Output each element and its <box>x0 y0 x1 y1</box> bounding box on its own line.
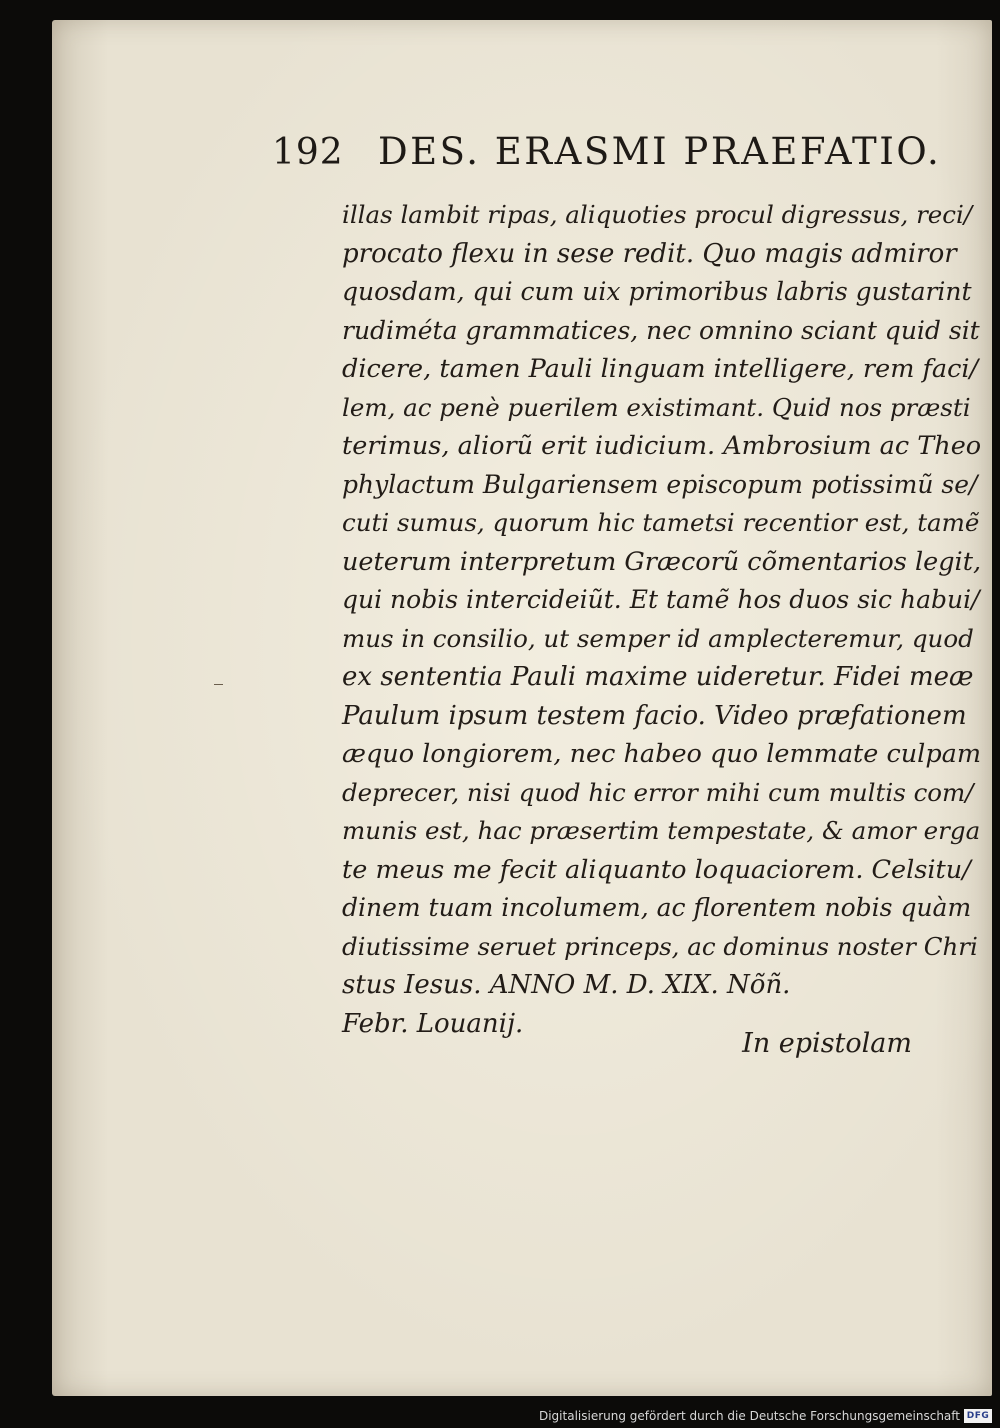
text-line: ueterum interpretum Græcorũ cõmentarios legit, <box>342 546 982 577</box>
catchword: In epistolam <box>742 1028 912 1059</box>
text-line: illas lambit ripas, aliquoties procul digressus, reci/ <box>342 200 973 229</box>
body-text <box>342 196 982 1043</box>
text-line: Febr. Louanij. <box>342 1008 524 1039</box>
text-line: qui nobis intercideiũt. Et tamẽ hos duos sic habui/ <box>342 585 980 614</box>
text-line: te meus me fecit aliquanto loquaciorem. Celsitu/ <box>342 854 971 885</box>
text-line: phylactum Bulgariensem episcopum potissimũ se/ <box>342 469 978 499</box>
dfg-logo-icon: DFG <box>964 1409 992 1423</box>
text-line: Paulum ipsum testem facio. Video præfationem <box>342 700 967 731</box>
text-line: munis est, hac præsertim tempestate, & amor erga <box>342 816 981 845</box>
text-line: dinem tuam incolumem, ac florentem nobis quàm <box>342 893 972 922</box>
text-line: quosdam, qui cum uix primoribus labris gustarint <box>342 277 972 306</box>
running-head: DES. ERASMI PRAEFATIO. <box>378 130 942 173</box>
digitization-credit: Digitalisierung gefördert durch die Deutsche Forschungsgemeinschaft <box>538 1409 960 1423</box>
text-line: diutissime seruet princeps, ac dominus noster Chri <box>342 931 978 961</box>
margin-mark <box>214 684 223 685</box>
text-line: mus in consilio, ut semper id amplecteremur, quod <box>342 623 974 653</box>
text-line: stus Iesus. ANNO M. D. XIX. Nõñ. <box>342 970 791 1000</box>
text-line: cuti sumus, quorum hic tametsi recentior est, tamẽ <box>342 508 980 537</box>
text-line: æquo longiorem, nec habeo quo lemmate culpam <box>342 739 982 769</box>
text-line: terimus, aliorũ erit iudicium. Ambrosium ac Theo <box>342 431 982 461</box>
text-line: lem, ac penè puerilem existimant. Quid nos præsti <box>342 392 971 422</box>
text-line: rudiméta grammatices, nec omnino sciant quid sit <box>342 315 980 345</box>
book-page <box>52 20 992 1396</box>
footer-strip <box>0 1402 1000 1428</box>
text-line: procato flexu in sese redit. Quo magis admiror <box>342 238 957 269</box>
text-line: dicere, tamen Pauli linguam intelligere, rem faci/ <box>342 354 979 384</box>
page-number: 192 <box>272 132 344 173</box>
text-line: ex sententia Pauli maxime uideretur. Fidei meæ <box>342 662 974 692</box>
text-line: deprecer, nisi quod hic error mihi cum multis com/ <box>342 777 974 807</box>
